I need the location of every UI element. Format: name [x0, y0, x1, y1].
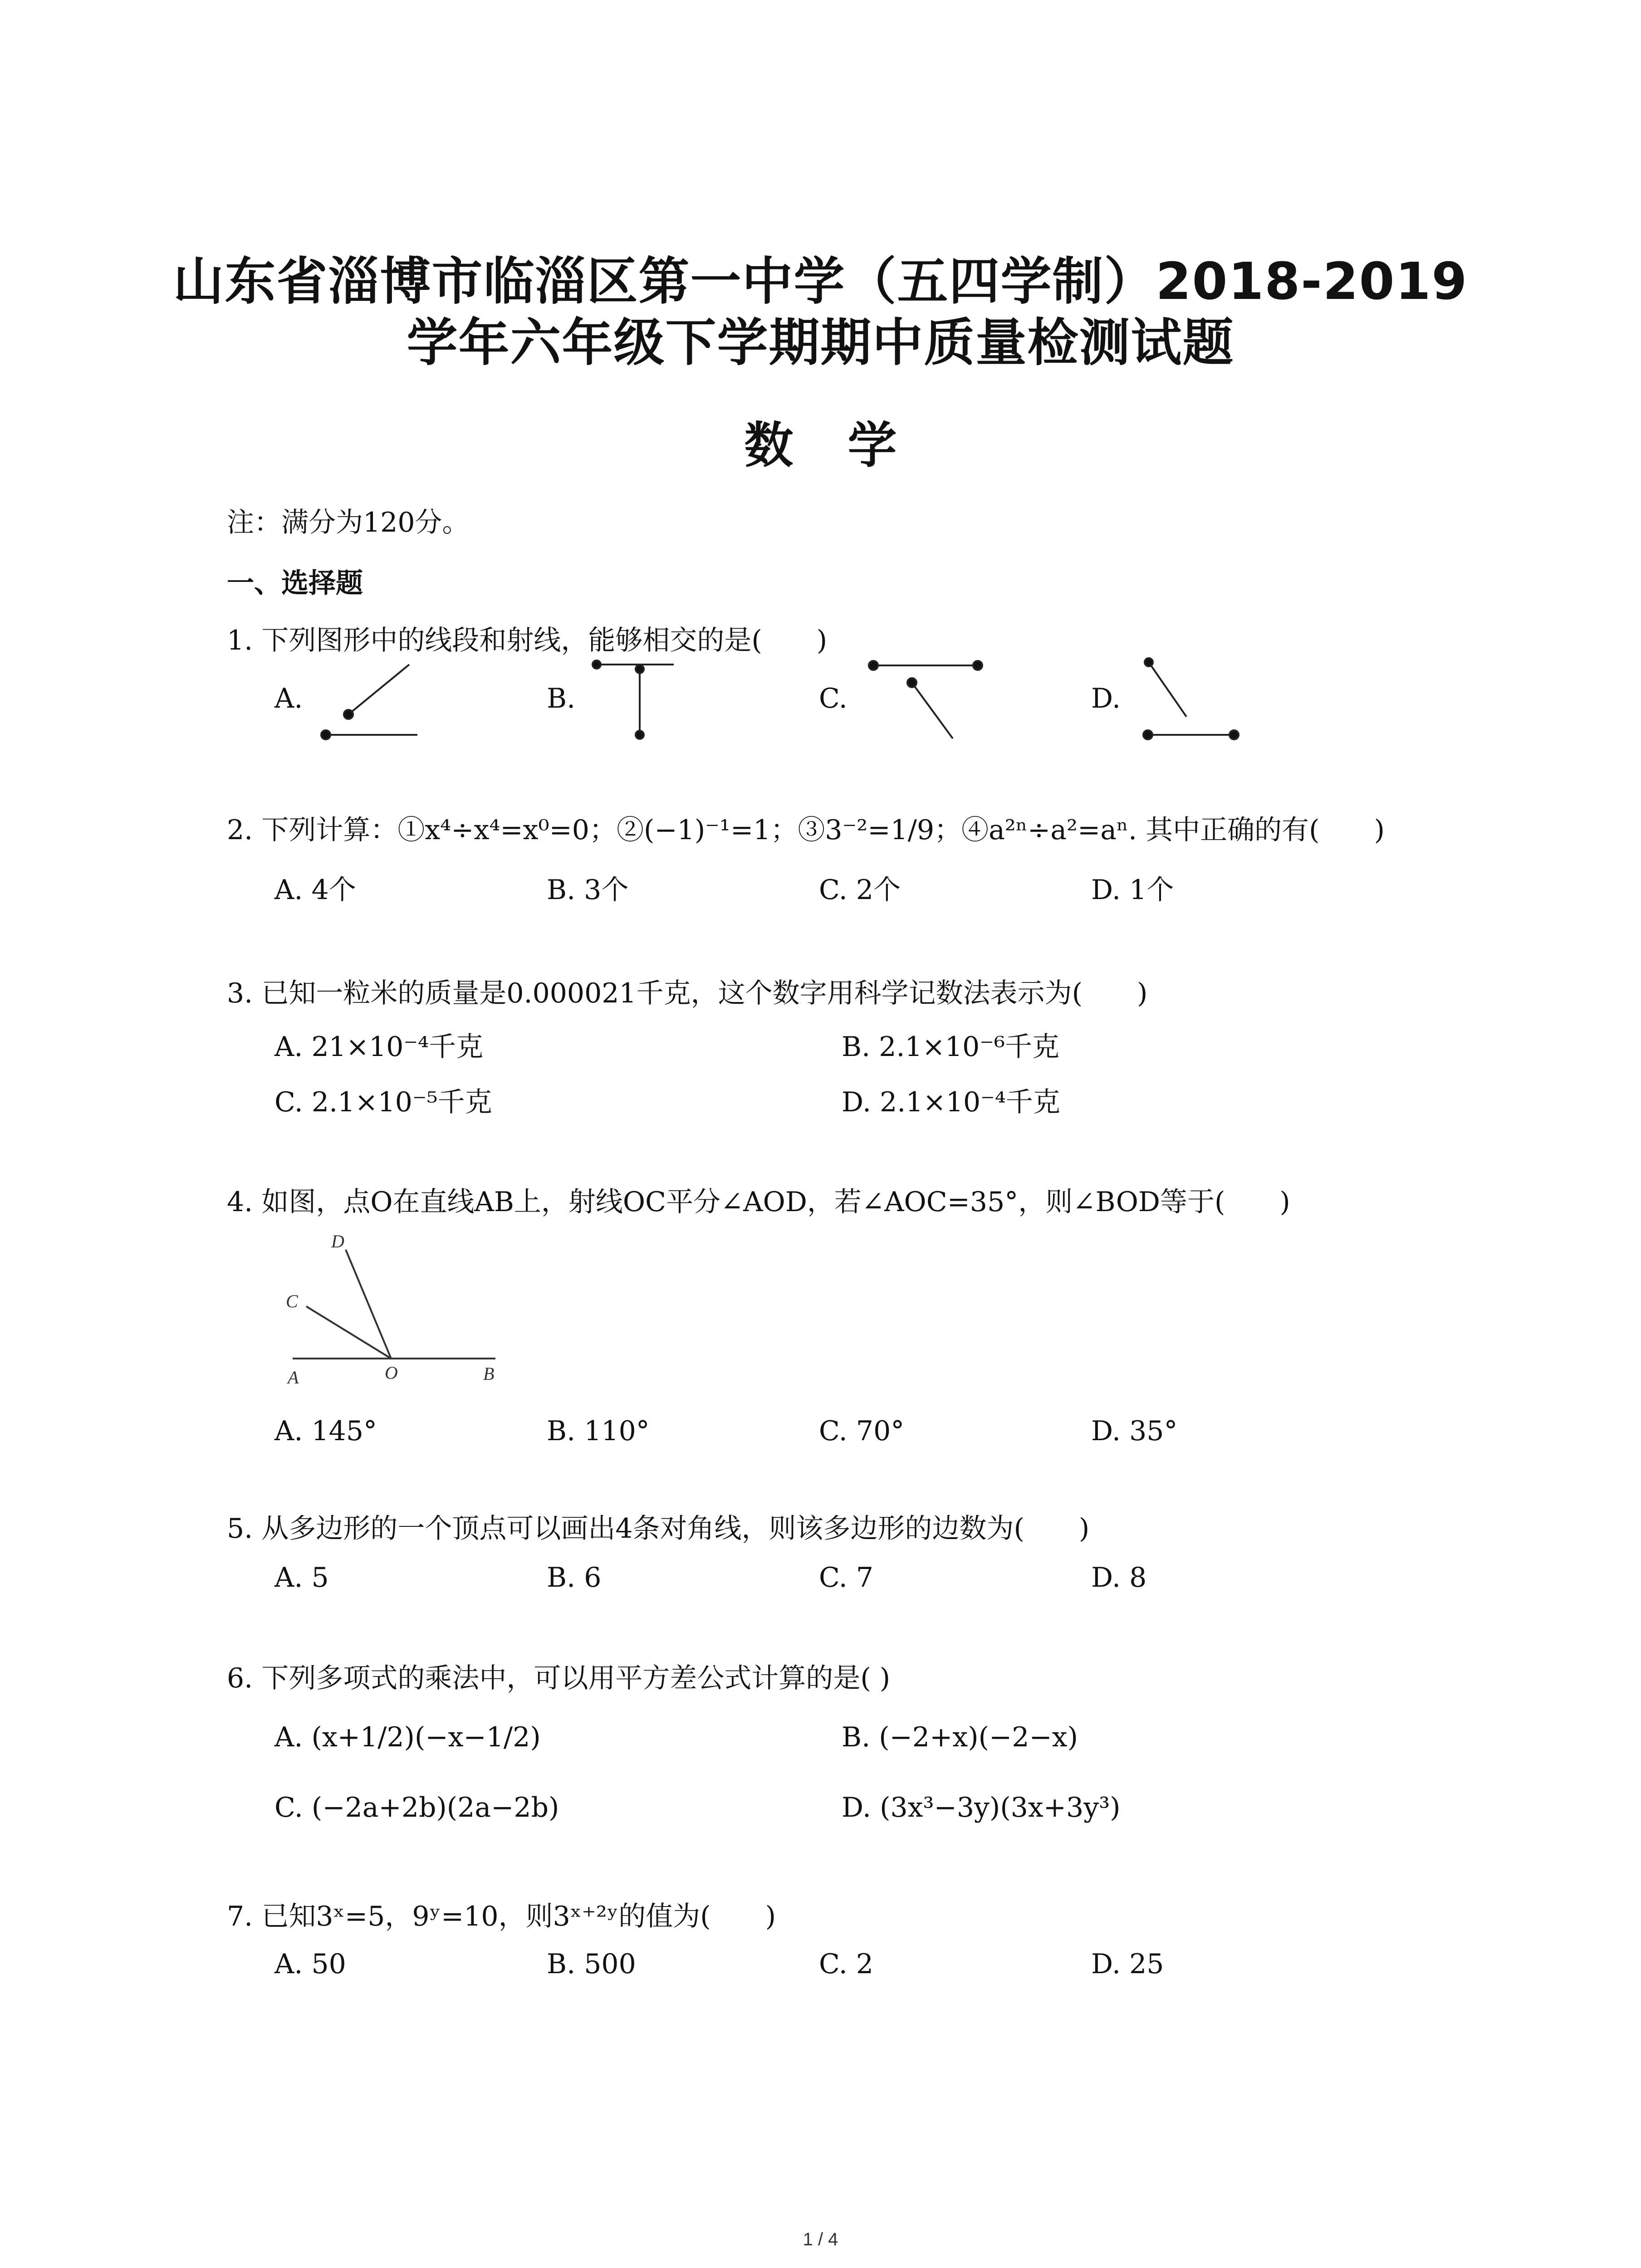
- question-6-option-a: A. (x+1/2)(−x−1/2): [274, 1721, 541, 1753]
- question-3-option-b: B. 2.1×10⁻⁶千克: [842, 1031, 1059, 1063]
- question-7-option-d: D. 25: [1091, 1948, 1164, 1980]
- question-1-option-d: D.: [1091, 683, 1121, 714]
- section-heading: 一、选择题: [227, 567, 363, 599]
- question-1-stem: 1. 下列图形中的线段和射线，能够相交的是( ): [227, 625, 828, 656]
- question-7-stem: 7. 已知3ˣ=5，9ʸ=10，则3ˣ⁺²ʸ的值为( ): [227, 1901, 776, 1932]
- figure-b: [593, 660, 674, 739]
- page-number: 1 / 4: [803, 2229, 838, 2249]
- question-6-option-d: D. (3x³−3y)(3x+3y³): [842, 1792, 1121, 1823]
- question-3-option-c: C. 2.1×10⁻⁵千克: [274, 1086, 492, 1118]
- label-b: B: [483, 1364, 495, 1384]
- ray-oc: [306, 1306, 391, 1359]
- figure-a: [321, 665, 417, 739]
- question-1-option-c: C.: [819, 683, 847, 714]
- label-o: O: [385, 1363, 398, 1383]
- question-1-option-a: A.: [274, 683, 303, 714]
- subject-heading: 数学: [744, 417, 951, 474]
- title-line-2: 学年六年级下学期期中质量检测试题: [407, 313, 1234, 372]
- label-a: A: [288, 1367, 299, 1388]
- question-2-stem: 2. 下列计算：①x⁴÷x⁴=x⁰=0；②(−1)⁻¹=1；③3⁻²=1/9；④a²ⁿ÷a²=aⁿ. 其中正确的有( ): [227, 814, 1385, 846]
- question-5-option-b: B. 6: [547, 1562, 602, 1593]
- question-5-option-a: A. 5: [274, 1562, 329, 1593]
- question-3-stem: 3. 已知一粒米的质量是0.000021千克，这个数字用科学记数法表示为( ): [227, 978, 1148, 1009]
- question-3-option-d: D. 2.1×10⁻⁴千克: [842, 1086, 1060, 1118]
- question-6-option-c: C. (−2a+2b)(2a−2b): [274, 1792, 559, 1823]
- figure-d: [1143, 658, 1239, 739]
- question-4-figure: [272, 1229, 508, 1393]
- question-4-option-c: C. 70°: [819, 1415, 905, 1447]
- question-2-option-a: A. 4个: [274, 874, 356, 906]
- question-7-option-b: B. 500: [547, 1948, 636, 1980]
- question-4-option-b: B. 110°: [547, 1415, 650, 1447]
- question-6-stem: 6. 下列多项式的乘法中，可以用平方差公式计算的是( ): [227, 1662, 891, 1694]
- figure-c: [869, 661, 982, 738]
- question-5-option-c: C. 7: [819, 1562, 874, 1593]
- label-d: D: [331, 1231, 344, 1251]
- question-2-option-d: D. 1个: [1091, 874, 1174, 906]
- score-note: 注：满分为120分。: [227, 507, 470, 538]
- ray-od: [346, 1250, 391, 1359]
- label-c: C: [286, 1291, 298, 1311]
- question-5-option-d: D. 8: [1091, 1562, 1147, 1593]
- question-7-option-a: A. 50: [274, 1948, 346, 1980]
- question-5-stem: 5. 从多边形的一个顶点可以画出4条对角线，则该多边形的边数为( ): [227, 1513, 1090, 1545]
- question-3-option-a: A. 21×10⁻⁴千克: [274, 1031, 484, 1063]
- question-6-option-b: B. (−2+x)(−2−x): [842, 1721, 1078, 1753]
- question-4-option-d: D. 35°: [1091, 1415, 1178, 1447]
- question-7-option-c: C. 2: [819, 1948, 874, 1980]
- question-2-option-c: C. 2个: [819, 874, 901, 906]
- question-2-option-b: B. 3个: [547, 874, 629, 906]
- question-1-option-b: B.: [547, 683, 576, 714]
- question-4-stem: 4. 如图，点O在直线AB上，射线OC平分∠AOD，若∠AOC=35°，则∠BOD等于( ): [227, 1186, 1290, 1218]
- question-4-option-a: A. 145°: [274, 1415, 377, 1447]
- title-line-1: 山东省淄博市临淄区第一中学（五四学制）2018-2019: [173, 252, 1468, 311]
